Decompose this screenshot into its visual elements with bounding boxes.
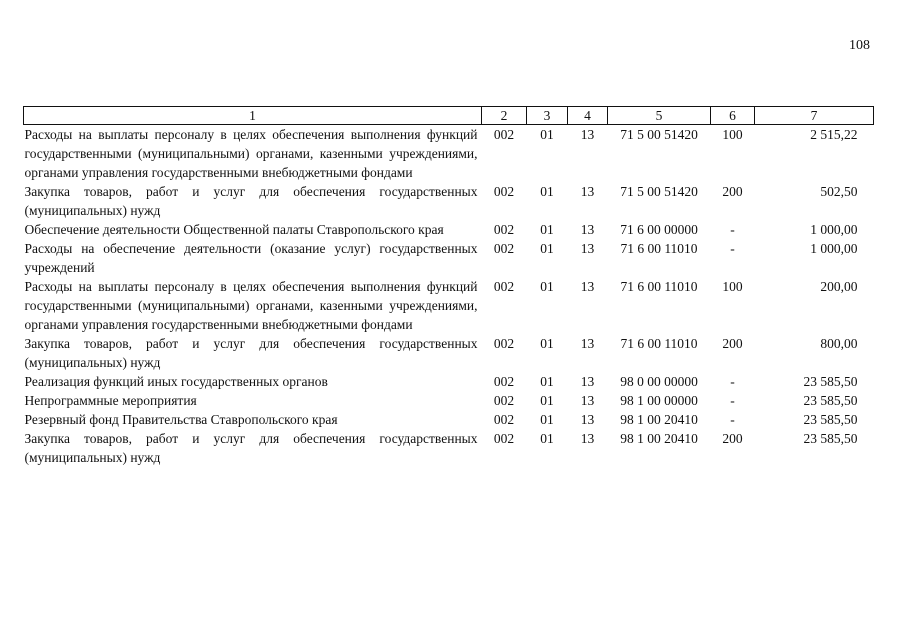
row-col-4: 13 (580, 184, 595, 199)
row-col-4: 13 (580, 336, 595, 351)
row-col-6: - (730, 241, 735, 256)
row-col-6: 100 (722, 279, 743, 294)
row-col-4: 13 (580, 393, 595, 408)
table-row (24, 277, 874, 334)
row-col-5: 71 5 00 51420 (620, 184, 698, 199)
row-col-5: 71 5 00 51420 (620, 127, 698, 142)
row-col-5: 98 0 00 00000 (620, 374, 698, 389)
row-description: Закупка товаров, работ и услуг для обеспечения государственных (муниципальных) нужд (24, 431, 478, 465)
row-col-5: 98 1 00 20410 (620, 431, 698, 446)
row-description: Закупка товаров, работ и услуг для обеспечения государственных (муниципальных) нужд (24, 184, 478, 218)
row-col-6: - (730, 393, 735, 408)
row-col-3: 01 (540, 336, 554, 351)
row-description: Расходы на обеспечение деятельности (оказание услуг) государственных учреждений (24, 241, 478, 275)
row-col-4: 13 (580, 374, 595, 389)
row-description: Реализация функций иных государственных органов (24, 374, 328, 389)
row-amount: 502,50 (820, 184, 858, 199)
row-col-5: 71 6 00 00000 (620, 222, 698, 237)
row-col-6: - (730, 412, 735, 427)
row-amount: 800,00 (820, 336, 858, 351)
table-row (24, 125, 874, 183)
header-col-1: 1 (24, 107, 482, 125)
row-amount: 1 000,00 (810, 222, 858, 237)
row-col-6: 200 (722, 431, 743, 446)
table-row (24, 334, 874, 372)
row-col-6: - (730, 374, 735, 389)
row-col-3: 01 (540, 184, 554, 199)
header-col-7: 7 (755, 107, 874, 125)
header-col-6: 6 (711, 107, 755, 125)
row-col-5: 71 6 00 11010 (620, 336, 698, 351)
row-col-3: 01 (540, 431, 554, 446)
row-description: Непрограммные мероприятия (24, 393, 197, 408)
row-col-4: 13 (580, 431, 595, 446)
table-row (24, 220, 874, 239)
row-col-2: 002 (493, 336, 515, 351)
row-col-5: 71 6 00 11010 (620, 241, 698, 256)
row-col-4: 13 (580, 241, 595, 256)
row-amount: 200,00 (820, 279, 858, 294)
header-row (24, 107, 874, 125)
row-description: Резервный фонд Правительства Ставропольского края (24, 412, 338, 427)
table-row (24, 410, 874, 429)
row-col-5: 71 6 00 11010 (620, 279, 698, 294)
row-amount: 1 000,00 (810, 241, 858, 256)
row-col-4: 13 (580, 127, 595, 142)
header-col-5: 5 (608, 107, 711, 125)
row-col-2: 002 (493, 184, 515, 199)
row-col-2: 002 (493, 412, 515, 427)
header-col-2: 2 (482, 107, 527, 125)
table-row (24, 429, 874, 467)
header-col-4: 4 (568, 107, 608, 125)
row-description: Расходы на выплаты персоналу в целях обеспечения выполнения функций государственными (муниципальными) органами, казенными учреждениями, органами управления государственными внебюджетными фондами (24, 279, 478, 332)
budget-table (23, 106, 874, 467)
row-amount: 23 585,50 (803, 374, 858, 389)
header-col-3: 3 (527, 107, 568, 125)
row-description: Закупка товаров, работ и услуг для обеспечения государственных (муниципальных) нужд (24, 336, 478, 370)
row-col-2: 002 (493, 127, 515, 142)
row-amount: 23 585,50 (803, 431, 858, 446)
row-col-3: 01 (540, 127, 554, 142)
row-col-3: 01 (540, 241, 554, 256)
row-col-6: - (730, 222, 735, 237)
row-description: Обеспечение деятельности Общественной палаты Ставропольского края (24, 222, 444, 237)
row-amount: 2 515,22 (810, 127, 858, 142)
row-col-3: 01 (540, 393, 554, 408)
page-number: 108 (849, 38, 870, 53)
row-col-3: 01 (540, 279, 554, 294)
table-row (24, 391, 874, 410)
row-col-5: 98 1 00 20410 (620, 412, 698, 427)
row-col-2: 002 (493, 279, 515, 294)
row-col-6: 200 (722, 184, 743, 199)
row-col-2: 002 (493, 222, 515, 237)
row-col-3: 01 (540, 374, 554, 389)
row-col-2: 002 (493, 241, 515, 256)
row-col-2: 002 (493, 431, 515, 446)
table-row (24, 372, 874, 391)
table-row (24, 182, 874, 220)
row-col-5: 98 1 00 00000 (620, 393, 698, 408)
row-col-6: 200 (722, 336, 743, 351)
row-col-2: 002 (493, 374, 515, 389)
row-col-3: 01 (540, 222, 554, 237)
row-amount: 23 585,50 (803, 393, 858, 408)
table-row (24, 239, 874, 277)
row-amount: 23 585,50 (803, 412, 858, 427)
row-col-2: 002 (493, 393, 515, 408)
row-description: Расходы на выплаты персоналу в целях обеспечения выполнения функций государственными (муниципальными) органами, казенными учреждениями, органами управления государственными внебюджетными фондами (24, 127, 478, 180)
row-col-4: 13 (580, 222, 595, 237)
row-col-3: 01 (540, 412, 554, 427)
row-col-4: 13 (580, 412, 595, 427)
row-col-4: 13 (580, 279, 595, 294)
row-col-6: 100 (722, 127, 743, 142)
